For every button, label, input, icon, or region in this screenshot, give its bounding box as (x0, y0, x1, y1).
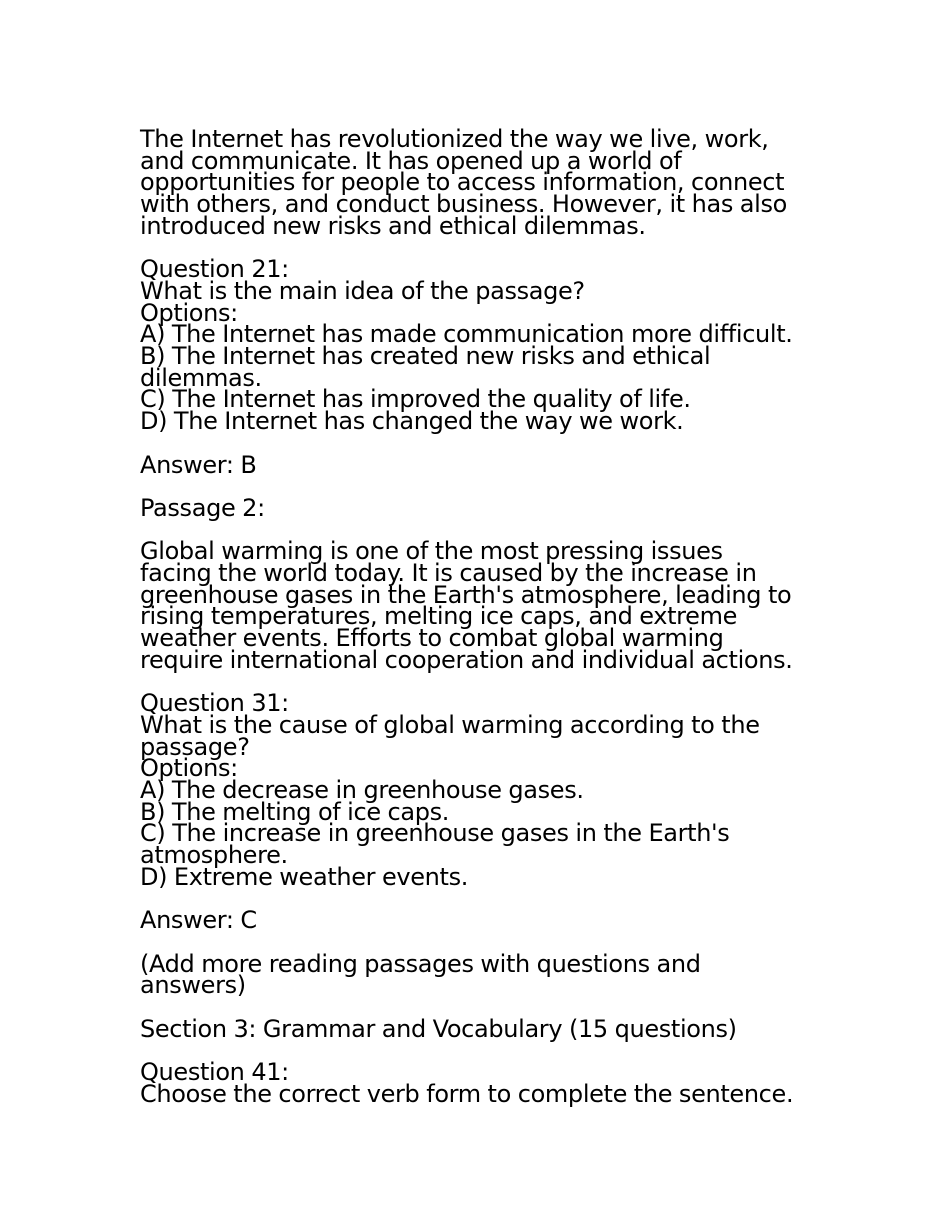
document-page (140, 125, 820, 1108)
text-line: facing the world today. It is caused by the increase in (140, 559, 757, 587)
text-line: introduced new risks and ethical dilemmas. (140, 211, 646, 240)
passage-2-text (140, 537, 820, 674)
text-line: Global warming is one of the most pressing issues (140, 537, 723, 566)
options-label: Options: (140, 754, 238, 783)
option-line: B) The Internet has created new risks and ethical (140, 342, 711, 371)
text-line: rising temperatures, melting ice caps, and extreme (140, 602, 738, 631)
option-line: A) The decrease in greenhouse gases. (140, 776, 584, 805)
question-prompt: What is the cause of global warming according to the (140, 710, 760, 739)
question-prompt: passage? (140, 732, 250, 761)
question-prompt: What is the main idea of the passage? (140, 276, 585, 305)
text-line: weather events. Efforts to combat global warming (140, 624, 724, 653)
question-heading: Question 31: (140, 689, 289, 718)
question-prompt: Choose the correct verb form to complete the sentence. (140, 1079, 794, 1108)
question-21 (140, 255, 820, 436)
text-line: (Add more reading passages with questions and (140, 949, 701, 978)
text-line: require international cooperation and individual actions. (140, 645, 793, 674)
answer-line: Answer: C (140, 906, 257, 935)
section-heading: Section 3: Grammar and Vocabulary (15 questions) (140, 1014, 737, 1043)
option-line: D) Extreme weather events. (140, 862, 469, 891)
text-line: answers) (140, 971, 246, 1000)
question-heading: Question 21: (140, 255, 289, 284)
option-line: dilemmas. (140, 363, 262, 392)
answer-line: Answer: B (140, 450, 257, 479)
text-line: greenhouse gases in the Earth's atmosphere, leading to (140, 580, 792, 609)
placeholder-note (140, 949, 820, 1000)
passage-heading: Passage 2: (140, 493, 265, 522)
option-line: C) The increase in greenhouse gases in the Earth's (140, 819, 730, 848)
option-line: B) The melting of ice caps. (140, 797, 450, 826)
question-heading: Question 41: (140, 1058, 289, 1087)
intro-paragraph (140, 125, 820, 240)
question-31 (140, 689, 820, 891)
text-line: and communicate. It has opened up a world of (140, 146, 682, 175)
option-line: D) The Internet has changed the way we work. (140, 407, 684, 436)
text-line: with others, and conduct business. However, it has also (140, 190, 787, 219)
question-41 (140, 1058, 820, 1108)
option-line: A) The Internet has made communication more difficult. (140, 320, 793, 349)
option-line: atmosphere. (140, 841, 288, 870)
options-label: Options: (140, 298, 238, 327)
option-line: C) The Internet has improved the quality of life. (140, 385, 691, 414)
text-line: The Internet has revolutionized the way we live, work, (140, 125, 769, 153)
text-line: opportunities for people to access information, connect (140, 168, 785, 197)
